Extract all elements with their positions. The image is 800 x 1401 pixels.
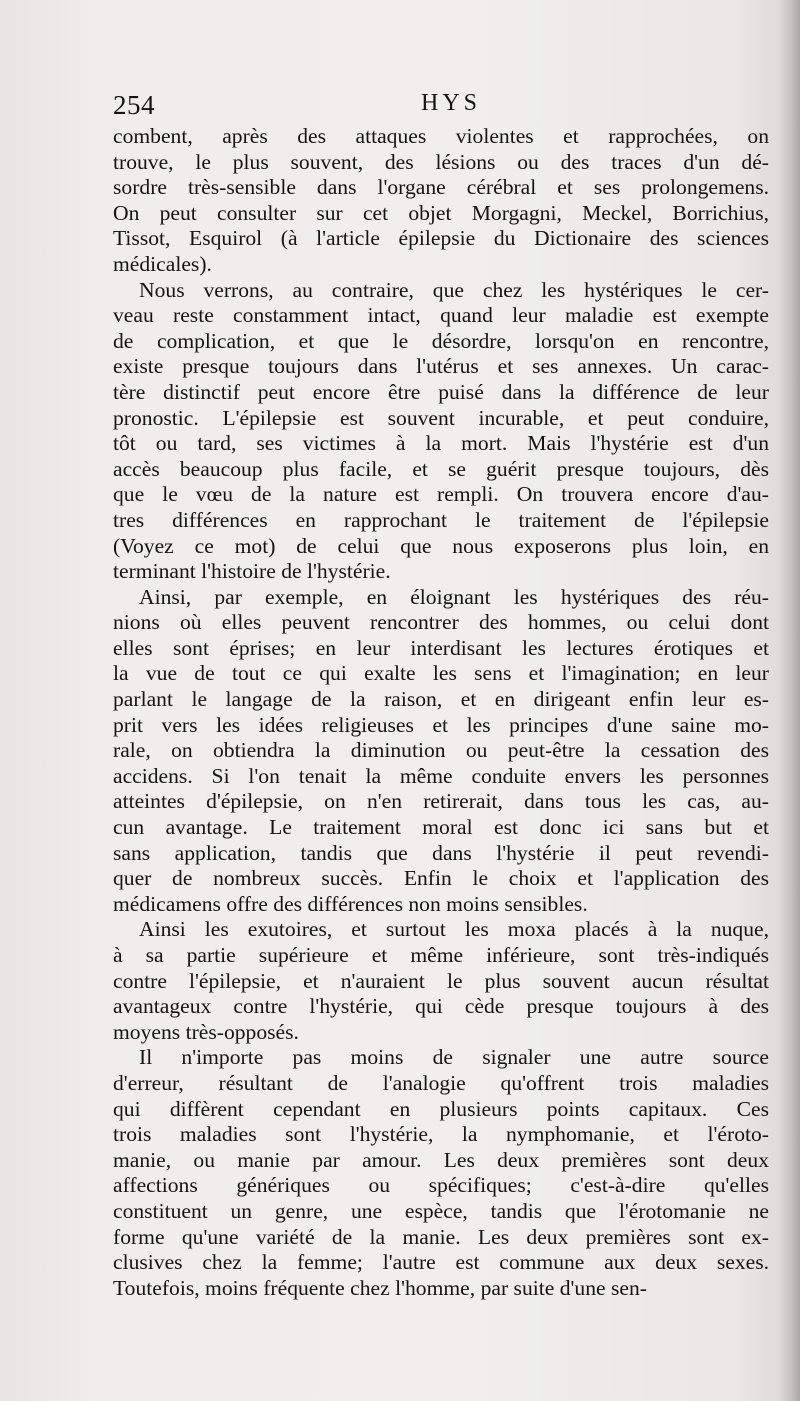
text-line: d'erreur, résultant de l'analogie qu'offrent trois maladies xyxy=(113,1070,769,1095)
text-line: clusives chez la femme; l'autre est commune aux deux sexes. xyxy=(113,1250,769,1275)
page-edge-shadow xyxy=(778,0,800,1401)
text-line: pronostic. L'épilepsie est souvent incurable, et peut conduire, xyxy=(113,405,769,430)
paragraph xyxy=(113,124,769,278)
text-line: veau reste constamment intact, quand leur maladie est exempte xyxy=(113,303,769,328)
text-line: tère distinctif peut encore être puisé dans la différence de leur xyxy=(113,379,769,404)
text-line: forme qu'une variété de la manie. Les deux premières sont ex- xyxy=(113,1224,769,1249)
text-line: sordre très-sensible dans l'organe cérébral et ses prolongemens. xyxy=(113,175,769,200)
running-head: HYS xyxy=(421,90,482,116)
text-line: On peut consulter sur cet objet Morgagni, Meckel, Borrichius, xyxy=(113,200,769,225)
text-line: elles sont éprises; en leur interdisant les lectures érotiques et xyxy=(113,635,769,660)
text-line: trouve, le plus souvent, des lésions ou des traces d'un dé- xyxy=(113,149,769,174)
text-line: prit vers les idées religieuses et les principes d'une saine mo- xyxy=(113,712,769,737)
paragraph xyxy=(113,917,769,1045)
text-line: accès beaucoup plus facile, et se guérit presque toujours, dès xyxy=(113,456,769,481)
text-line: Tissot, Esquirol (à l'article épilepsie du Dictionaire des sciences xyxy=(113,226,769,251)
text-line: à sa partie supérieure et même inférieure, sont très-indiqués xyxy=(113,943,769,967)
text-line: rale, on obtiendra la diminution ou peut-être la cessation des xyxy=(113,738,769,763)
text-line: médicales). xyxy=(113,251,212,276)
text-line: Toutefois, moins fréquente chez l'homme, par suite d'une sen- xyxy=(113,1275,647,1300)
text-line: trois maladies sont l'hystérie, la nymphomanie, et l'éroto- xyxy=(113,1122,769,1147)
text-line: que le vœu de la nature est rempli. On trouvera encore d'au- xyxy=(113,482,769,507)
text-line: existe presque toujours dans l'utérus et ses annexes. Un carac- xyxy=(113,354,769,379)
text-line: tôt ou tard, ses victimes à la mort. Mais l'hystérie est d'un xyxy=(113,431,769,456)
text-line: la vue de tout ce qui exalte les sens et l'imagination; en leur xyxy=(113,661,769,686)
paragraph xyxy=(113,585,769,918)
text-line: accidens. Si l'on tenait la même conduite envers les personnes xyxy=(113,763,769,788)
page-header xyxy=(113,90,773,126)
text-line: Nous verrons, au contraire, que chez les hystériques le cer- xyxy=(139,277,769,302)
text-line: Ainsi, par exemple, en éloignant les hystériques des réu- xyxy=(139,584,769,609)
text-line: manie, ou manie par amour. Les deux premières sont deux xyxy=(113,1147,769,1172)
paragraph xyxy=(113,278,769,585)
paragraph xyxy=(113,1045,769,1301)
text-line: moyens très-opposés. xyxy=(113,1019,299,1044)
text-line: de complication, et que le désordre, lorsqu'on en rencontre, xyxy=(113,328,769,353)
text-line: constituent un genre, une espèce, tandis que l'érotomanie ne xyxy=(113,1198,769,1223)
text-line: terminant l'histoire de l'hystérie. xyxy=(113,559,391,584)
text-line: tres différences en rapprochant le traitement de l'épilepsie xyxy=(113,507,769,532)
text-line: (Voyez ce mot) de celui que nous exposerons plus loin, en xyxy=(113,533,769,558)
text-line: cun avantage. Le traitement moral est donc ici sans but et xyxy=(113,815,769,840)
text-line: affections génériques ou spécifiques; c'est-à-dire qu'elles xyxy=(113,1173,769,1198)
text-line: combent, après des attaques violentes et rapprochées, on xyxy=(113,124,769,148)
text-line: atteintes d'épilepsie, on n'en retirerait, dans tous les cas, au- xyxy=(113,789,769,814)
text-line: sans application, tandis que dans l'hystérie il peut revendi- xyxy=(113,840,769,865)
text-line: Il n'importe pas moins de signaler une autre source xyxy=(139,1045,769,1070)
text-line: contre l'épilepsie, et n'auraient le plus souvent aucun résultat xyxy=(113,968,769,993)
text-line: parlant le langage de la raison, et en dirigeant enfin leur es- xyxy=(113,687,769,712)
text-line: Ainsi les exutoires, et surtout les moxa placés à la nuque, xyxy=(139,917,769,942)
body-text xyxy=(113,124,769,1301)
page-number: 254 xyxy=(113,90,155,120)
text-line: nions où elles peuvent rencontrer des hommes, ou celui dont xyxy=(113,610,769,635)
text-line: qui diffèrent cependant en plusieurs points capitaux. Ces xyxy=(113,1096,769,1121)
text-line: avantageux contre l'hystérie, qui cède presque toujours à des xyxy=(113,994,769,1019)
text-line: quer de nombreux succès. Enfin le choix et l'application des xyxy=(113,866,769,891)
text-line: médicamens offre des différences non moins sensibles. xyxy=(113,891,588,916)
